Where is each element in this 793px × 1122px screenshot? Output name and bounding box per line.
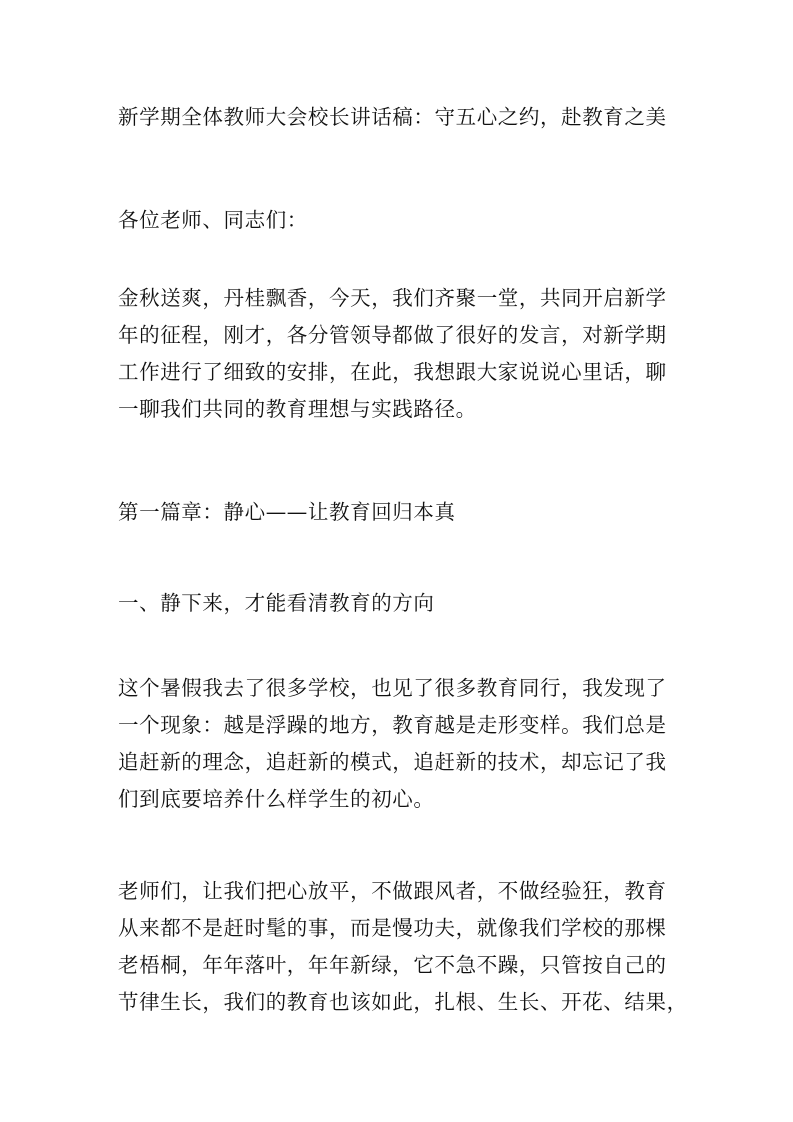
salutation: 各位老师、同志们： — [118, 208, 308, 232]
paragraph-line: 节律生长，我们的教育也该如此，扎根、生长、开花、结果， — [118, 990, 688, 1014]
chapter-heading: 第一篇章：静心——让教育回归本真 — [118, 500, 456, 524]
paragraph-line: 们到底要培养什么样学生的初心。 — [118, 787, 435, 811]
paragraph-line: 年的征程，刚才，各分管领导都做了很好的发言，对新学期 — [118, 323, 667, 347]
paragraph-line: 工作进行了细致的安排，在此，我想跟大家说说心里话，聊 — [118, 360, 667, 384]
paragraph-line: 一个现象：越是浮躁的地方，教育越是走形变样。我们总是 — [118, 713, 667, 737]
document-title: 新学期全体教师大会校长讲话稿：守五心之约，赴教育之美 — [118, 105, 667, 129]
paragraph-line: 老师们，让我们把心放平，不做跟风者，不做经验狂，教育 — [118, 879, 667, 903]
section-heading: 一、静下来，才能看清教育的方向 — [118, 591, 435, 615]
paragraph-line: 这个暑假我去了很多学校，也见了很多教育同行，我发现了 — [118, 676, 667, 700]
paragraph-line: 从来都不是赶时髦的事，而是慢功夫，就像我们学校的那棵 — [118, 916, 667, 940]
paragraph-line: 老梧桐，年年落叶，年年新绿，它不急不躁，只管按自己的 — [118, 953, 667, 977]
paragraph-line: 追赶新的理念，追赶新的模式，追赶新的技术，却忘记了我 — [118, 750, 667, 774]
paragraph-line: 一聊我们共同的教育理想与实践路径。 — [118, 397, 477, 421]
paragraph-line: 金秋送爽，丹桂飘香，今天，我们齐聚一堂，共同开启新学 — [118, 286, 667, 310]
